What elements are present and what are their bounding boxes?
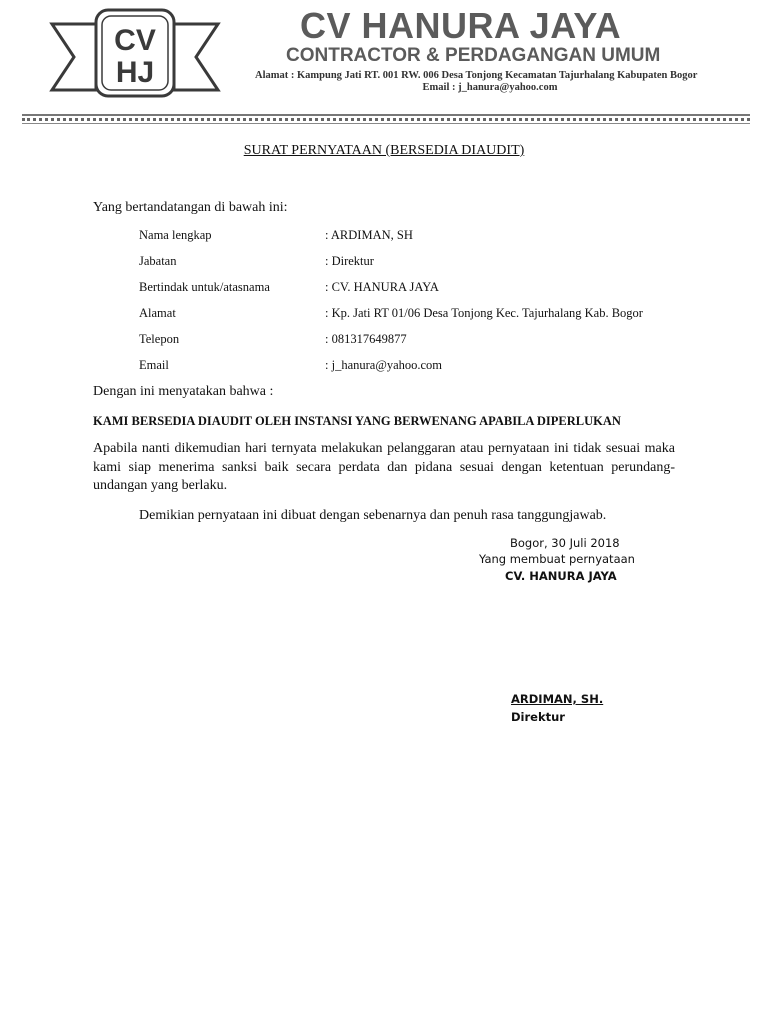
company-address: Alamat : Kampung Jati RT. 001 RW. 006 Desa Tonjong Kecamatan Tajurhalang Kabupaten Bogor	[255, 70, 698, 81]
company-subtitle: CONTRACTOR & PERDAGANGAN UMUM	[286, 45, 661, 66]
company-email: Email : j_hanura@yahoo.com	[422, 82, 558, 93]
company-logo	[44, 6, 226, 102]
field-value-position: : Direktur	[325, 254, 374, 268]
field-label-on-behalf: Bertindak untuk/atasnama	[139, 280, 270, 294]
field-label-name: Nama lengkap	[139, 228, 212, 242]
field-label-address: Alamat	[139, 306, 176, 320]
field-value-email: : j_hanura@yahoo.com	[325, 358, 443, 372]
field-value-address: : Kp. Jati RT 01/06 Desa Tonjong Kec. Tajurhalang Kab. Bogor	[325, 306, 643, 320]
field-label-position: Jabatan	[139, 254, 177, 268]
signature-maker: Yang membuat pernyataan	[479, 552, 635, 566]
field-label-email: Email	[139, 358, 169, 372]
logo-text-bottom: HJ	[115, 56, 155, 89]
field-label-phone: Telepon	[139, 332, 180, 346]
statement-lead: Dengan ini menyatakan bahwa :	[93, 384, 274, 399]
field-value-on-behalf: : CV. HANURA JAYA	[325, 280, 439, 294]
intro-text: Yang bertandatangan di bawah ini:	[93, 200, 288, 215]
signature-company: CV. HANURA JAYA	[505, 569, 617, 583]
company-name: CV HANURA JAYA	[300, 5, 622, 46]
letterhead-divider	[22, 114, 750, 116]
document-title: SURAT PERNYATAAN (BERSEDIA DIAUDIT)	[243, 143, 525, 158]
statement-main: KAMI BERSEDIA DIAUDIT OLEH INSTANSI YANG BERWENANG APABILA DIPERLUKAN	[93, 414, 621, 428]
signatory-name: ARDIMAN, SH.	[511, 692, 604, 706]
letterhead-divider-bottom	[22, 123, 750, 124]
logo-text-top: CV	[114, 24, 156, 57]
field-value-name: : ARDIMAN, SH	[325, 228, 413, 242]
closing-text: Demikian pernyataan ini dibuat dengan sebenarnya dan penuh rasa tanggungjawab.	[139, 508, 607, 523]
signature-place-date: Bogor, 30 Juli 2018	[510, 536, 620, 550]
field-value-phone: : 081317649877	[325, 332, 407, 346]
statement-paragraph: Apabila nanti dikemudian hari ternyata melakukan pelanggaran atau pernyataan ini tidak sesuai maka kami siap menerima sanksi baik secara perdata dan pidana sesuai dengan ketentuan perundang-undangan yang berlaku.	[93, 441, 675, 493]
letterhead-divider-dotted	[22, 118, 750, 121]
signatory-position: Direktur	[511, 710, 565, 724]
